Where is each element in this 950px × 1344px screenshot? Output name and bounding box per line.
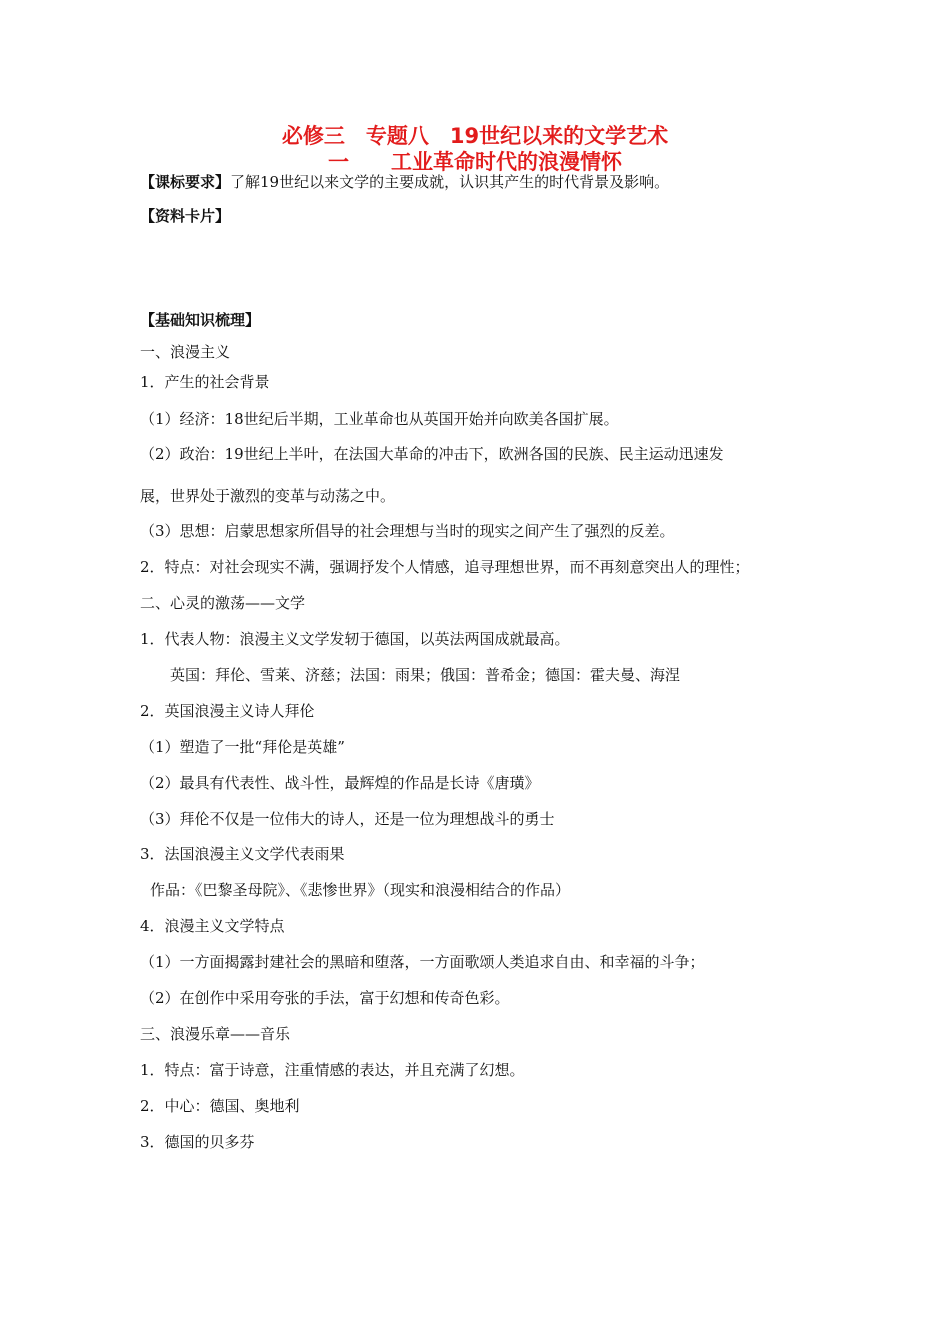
list-item: 4．浪漫主义文学特点 [140,917,285,935]
list-item: 3．法国浪漫主义文学代表雨果 [140,845,345,863]
document-title: 必修三 专题八 19世纪以来的文学艺术 [281,124,669,148]
list-item: （2）在创作中采用夸张的手法，富于幻想和传奇色彩。 [140,989,510,1007]
list-item: 展，世界处于激烈的变革与动荡之中。 [140,487,396,505]
list-item: 1．特点：富于诗意，注重情感的表达，并且充满了幻想。 [140,1061,525,1079]
list-item: 2．特点：对社会现实不满，强调抒发个人情感，追寻理想世界，而不再刻意突出人的理性； [140,558,750,576]
list-item: （1）经济：18世纪后半期，工业革命也从英国开始并向欧美各国扩展。 [140,410,619,428]
list-item: 2．英国浪漫主义诗人拜伦 [140,702,315,720]
list-item: （3）拜伦不仅是一位伟大的诗人，还是一位为理想战斗的勇士 [140,810,555,828]
section-heading: 一、浪漫主义 [140,343,231,361]
list-item: 英国：拜伦、雪莱、济慈；法国：雨果；俄国：普希金；德国：霍夫曼、海涅 [170,666,681,684]
list-item: （1）一方面揭露封建社会的黑暗和堕落，一方面歌颂人类追求自由、和幸福的斗争； [140,953,705,971]
section-heading: 三、浪漫乐章——音乐 [140,1025,291,1043]
list-item: （3）思想：启蒙思想家所倡导的社会理想与当时的现实之间产生了强烈的反差。 [140,522,675,540]
list-item: （1）塑造了一批“拜伦是英雄” [140,738,345,756]
list-item: 1．代表人物：浪漫主义文学发轫于德国，以英法两国成就最高。 [140,630,570,648]
list-item: （2）最具有代表性、战斗性，最辉煌的作品是长诗《唐璜》 [140,774,540,792]
list-item: 作品：《巴黎圣母院》、《悲惨世界》（现实和浪漫相结合的作品） [150,881,571,899]
requirement-text: 了解19世纪以来文学的主要成就，认识其产生的时代背景及影响。 [230,173,670,191]
basics-label: 【基础知识梳理】 [140,311,261,329]
list-item: 3．德国的贝多芬 [140,1133,255,1151]
document-subtitle: 一 工业革命时代的浪漫情怀 [328,150,622,174]
card-label: 【资料卡片】 [140,207,231,225]
list-item: 2．中心：德国、奥地利 [140,1097,300,1115]
requirement-label: 【课标要求】 [140,173,231,191]
list-item: （2）政治：19世纪上半叶，在法国大革命的冲击下，欧洲各国的民族、民主运动迅速发 [140,445,724,463]
requirement-line [140,172,669,192]
section-heading: 二、心灵的激荡——文学 [140,594,306,612]
list-item: 1．产生的社会背景 [140,373,270,391]
